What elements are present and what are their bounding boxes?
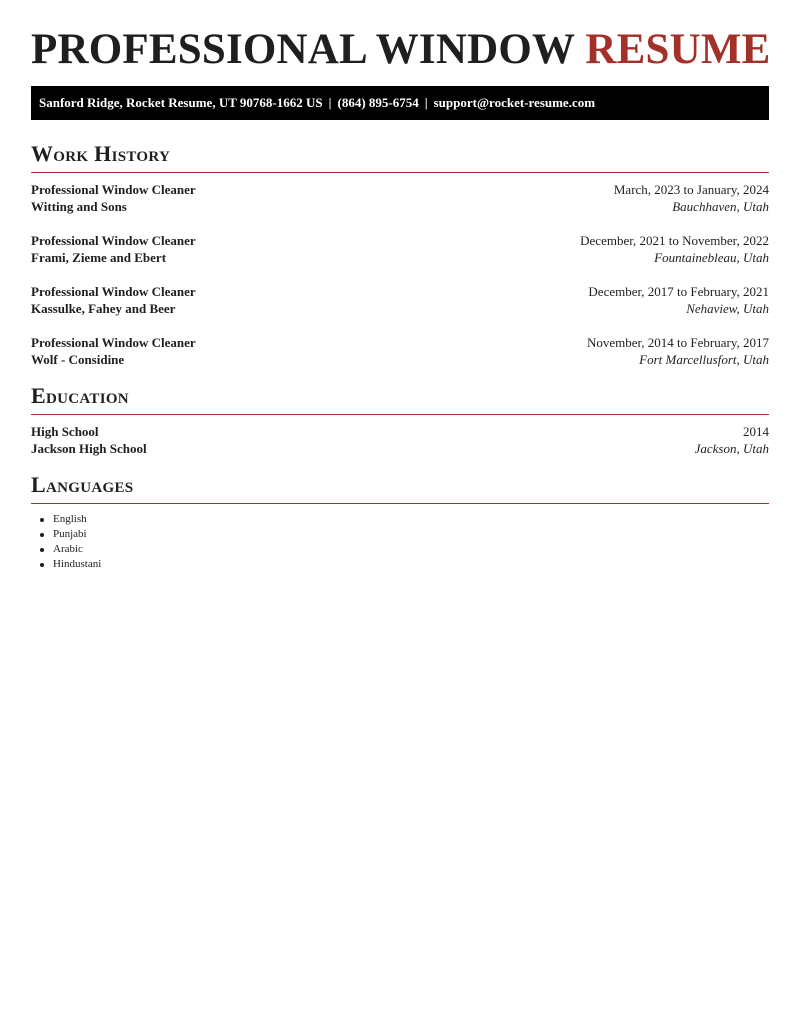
job-title: Professional Window Cleaner	[31, 335, 196, 350]
job-company: Frami, Zieme and Ebert	[31, 250, 167, 265]
education-heading: Education	[31, 383, 129, 408]
education-entry	[31, 423, 769, 459]
job-title: Professional Window Cleaner	[31, 284, 196, 299]
job-location: Fountainebleau, Utah	[654, 250, 769, 265]
contact-phone: (864) 895-6754	[337, 95, 419, 110]
section-divider	[31, 503, 769, 504]
job-dates: March, 2023 to January, 2024	[613, 182, 769, 197]
language-name: Punjabi	[53, 528, 87, 540]
languages-heading: Languages	[31, 472, 134, 497]
job-location: Bauchhaven, Utah	[672, 199, 769, 214]
language-name: Arabic	[53, 543, 83, 555]
job-company: Kassulke, Fahey and Beer	[31, 301, 176, 316]
section-divider	[31, 414, 769, 415]
title-main: PROFESSIONAL WINDOW	[31, 26, 575, 73]
language-item	[31, 527, 101, 542]
bullet-icon	[40, 518, 44, 522]
language-item	[31, 542, 101, 557]
job-entry	[31, 181, 769, 217]
education-school: Jackson High School	[31, 441, 147, 456]
job-title: Professional Window Cleaner	[31, 182, 196, 197]
language-name: English	[53, 513, 87, 525]
resume-title	[31, 24, 771, 76]
contact-bar	[31, 86, 769, 120]
contact-email: support@rocket-resume.com	[433, 95, 596, 110]
language-item	[31, 557, 101, 572]
contact-separator: |	[424, 95, 428, 110]
job-location: Fort Marcellusfort, Utah	[639, 352, 769, 367]
job-entry	[31, 334, 769, 370]
education-year: 2014	[743, 424, 769, 439]
job-company: Wolf - Considine	[31, 352, 125, 367]
job-entry	[31, 232, 769, 268]
job-company: Witting and Sons	[31, 199, 127, 214]
section-divider	[31, 172, 769, 173]
job-dates: November, 2014 to February, 2017	[586, 335, 769, 350]
languages-list	[31, 512, 101, 572]
bullet-icon	[40, 533, 44, 537]
bullet-icon	[40, 548, 44, 552]
bullet-icon	[40, 563, 44, 567]
education-degree: High School	[31, 424, 99, 439]
education-location: Jackson, Utah	[694, 441, 769, 456]
contact-separator: |	[328, 95, 332, 110]
job-location: Nehaview, Utah	[686, 301, 769, 316]
job-entry	[31, 283, 769, 319]
job-title: Professional Window Cleaner	[31, 233, 196, 248]
title-accent: RESUME	[585, 26, 771, 73]
language-item	[31, 512, 101, 527]
language-name: Hindustani	[53, 558, 102, 570]
job-dates: December, 2021 to November, 2022	[580, 233, 769, 248]
work-history-heading: Work History	[31, 141, 171, 166]
job-dates: December, 2017 to February, 2021	[588, 284, 769, 299]
contact-address: Sanford Ridge, Rocket Resume, UT 90768-1662 US	[39, 95, 323, 110]
